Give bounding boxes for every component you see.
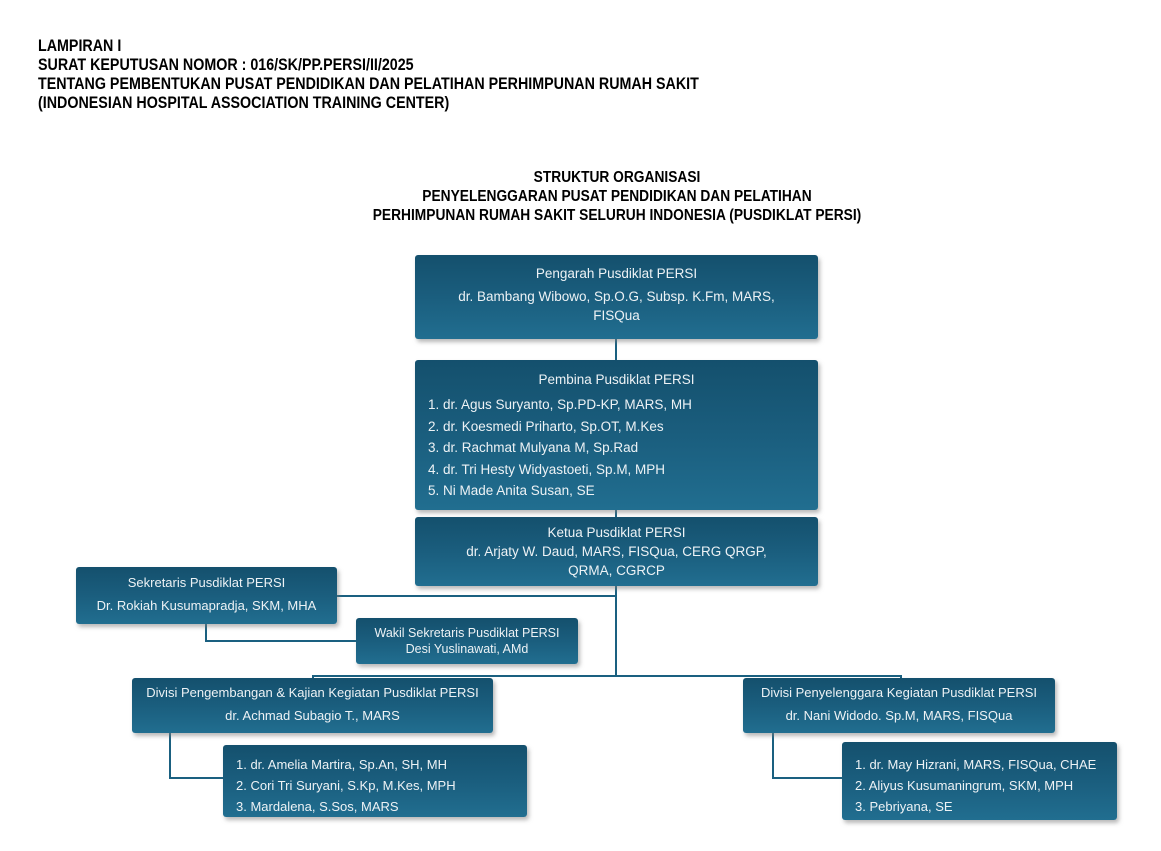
divisi-penyelenggara-member: 2. Aliyus Kusumaningrum, SKM, MPH (855, 778, 1074, 793)
ketua-name: dr. Arjaty W. Daud, MARS, FISQua, CERG QRGP, QRMA, CGRCP (466, 544, 767, 578)
connector-sekretaris-trunk (337, 595, 617, 597)
divisi-penyelenggara-member: 1. dr. May Hizrani, MARS, FISQua, CHAE (855, 757, 1097, 772)
org-box-pengarah (415, 255, 818, 339)
org-box-sekretaris (76, 567, 337, 624)
pengarah-title: Pengarah Pusdiklat PERSI (535, 266, 698, 281)
ketua-title: Ketua Pusdiklat PERSI (547, 525, 686, 540)
connector-divright-members-vertical (772, 733, 774, 779)
divisi-pengembangan-member: 1. dr. Amelia Martira, Sp.An, SH, MH (236, 757, 447, 772)
wakil-sekretaris-title: Wakil Sekretaris Pusdiklat PERSI (374, 626, 560, 640)
letterhead-line-1: LAMPIRAN I (38, 36, 122, 55)
page-title (288, 168, 947, 225)
pembina-member: 1. dr. Agus Suryanto, Sp.PD-KP, MARS, MH (428, 397, 692, 412)
divisi-pengembangan-member: 3. Mardalena, S.Sos, MARS (236, 799, 399, 814)
org-box-divisi-pengembangan-members (223, 745, 527, 817)
pembina-member: 5. Ni Made Anita Susan, SE (428, 483, 595, 498)
letterhead-line-2: SURAT KEPUTUSAN NOMOR : 016/SK/PP.PERSI/II/2025 (38, 55, 414, 74)
page-title-line-2: PENYELENGGARAN PUSAT PENDIDIKAN DAN PELATIHAN (422, 188, 812, 205)
pembina-member: 4. dr. Tri Hesty Widyastoeti, Sp.M, MPH (428, 461, 666, 477)
connector-divleft-members-horizontal (169, 777, 223, 779)
divisi-pengembangan-name: dr. Achmad Subagio T., MARS (225, 708, 400, 723)
letterhead-line-4: (INDONESIAN HOSPITAL ASSOCIATION TRAINING CENTER) (38, 93, 450, 112)
divisi-penyelenggara-member: 3. Pebriyana, SE (855, 799, 953, 814)
letterhead (38, 36, 699, 112)
org-box-divisi-penyelenggara-members (842, 742, 1117, 820)
org-box-wakil-sekretaris (356, 618, 578, 664)
connector-pengarah-pembina (615, 339, 617, 361)
divisi-pengembangan-title: Divisi Pengembangan & Kajian Kegiatan Pusdiklat PERSI (146, 685, 479, 700)
sekretaris-name: Dr. Rokiah Kusumapradja, SKM, MHA (96, 598, 317, 613)
org-box-divisi-pengembangan (132, 678, 493, 733)
letterhead-line-3: TENTANG PEMBENTUKAN PUSAT PENDIDIKAN DAN PELATIHAN PERHIMPUNAN RUMAH SAKIT (38, 74, 699, 93)
org-box-ketua (415, 517, 818, 586)
sekretaris-title: Sekretaris Pusdiklat PERSI (127, 575, 286, 590)
connector-ketua-down (615, 586, 617, 677)
connector-division-distribution (312, 675, 902, 677)
connector-divright-members-horizontal (772, 777, 842, 779)
page-title-line-3: PERHIMPUNAN RUMAH SAKIT SELURUH INDONESIA (PUSDIKLAT PERSI) (372, 207, 862, 224)
pembina-member: 3. dr. Rachmat Mulyana M, Sp.Rad (428, 440, 639, 455)
divisi-penyelenggara-name: dr. Nani Widodo. Sp.M, MARS, FISQua (785, 708, 1013, 723)
page-title-line-1: STRUKTUR ORGANISASI (533, 169, 701, 186)
connector-divleft-members-vertical (169, 733, 171, 779)
wakil-sekretaris-name: Desi Yuslinawati, AMd (405, 642, 529, 656)
pengarah-name: dr. Bambang Wibowo, Sp.O.G, Subsp. K.Fm, MARS, FISQua (458, 289, 775, 323)
pembina-title: Pembina Pusdiklat PERSI (538, 372, 695, 387)
org-box-pembina (415, 360, 818, 510)
divisi-pengembangan-member: 2. Cori Tri Suryani, S.Kp, M.Kes, MPH (236, 778, 456, 793)
org-box-divisi-penyelenggara (743, 678, 1055, 733)
divisi-penyelenggara-title: Divisi Penyelenggara Kegiatan Pusdiklat PERSI (760, 685, 1038, 700)
connector-sekretaris-wakil-horizontal (205, 640, 356, 642)
pembina-member: 2. dr. Koesmedi Priharto, Sp.OT, M.Kes (428, 418, 664, 434)
